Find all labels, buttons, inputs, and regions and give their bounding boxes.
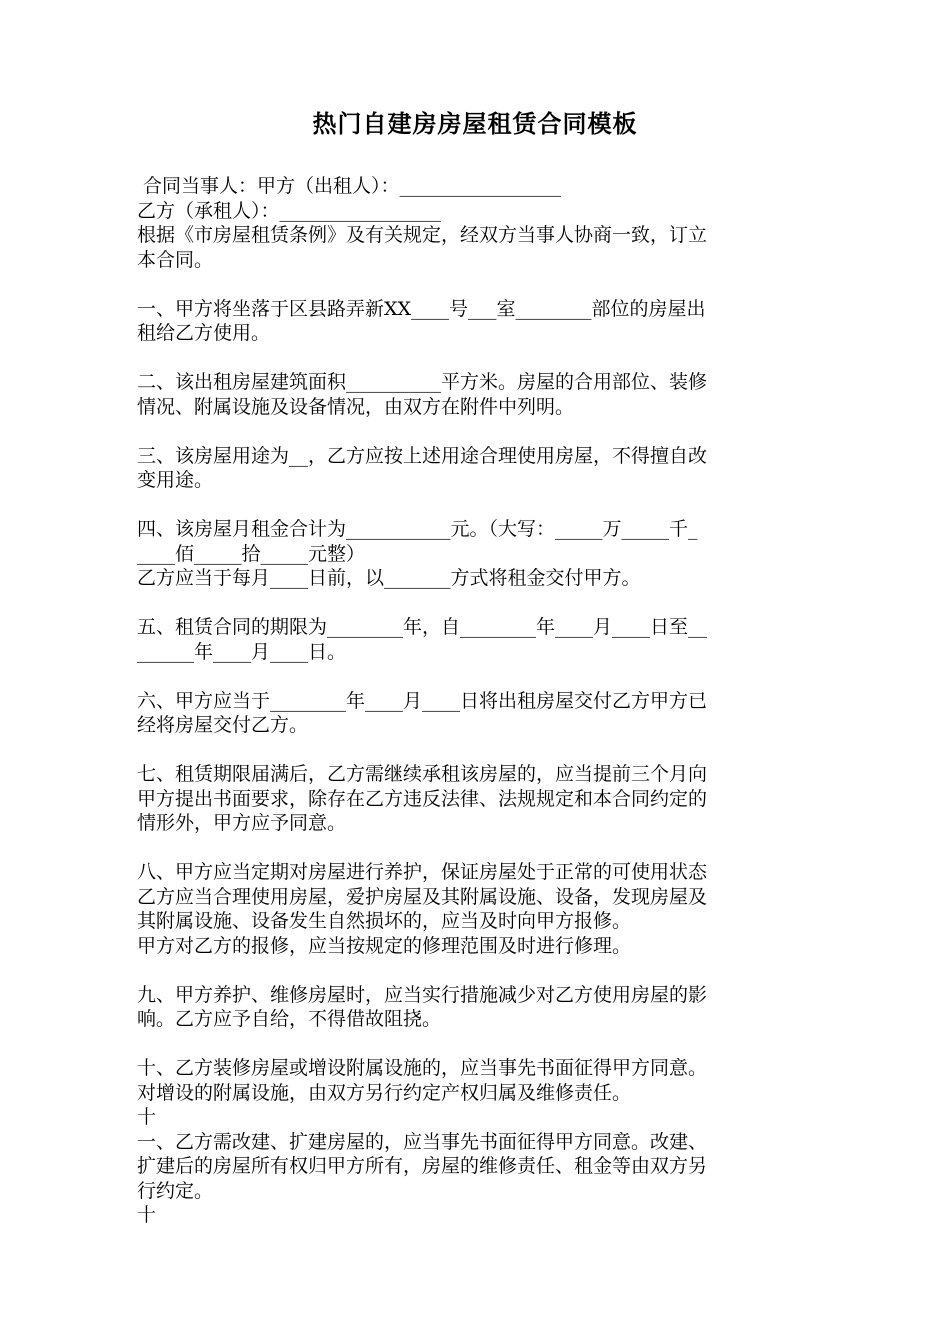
paragraph-line: 七、租赁期限届满后，乙方需继续承租该房屋的，应当提前三个月向: [137, 763, 708, 785]
blank-line: [137, 591, 817, 616]
paragraph-line: 五、租赁合同的期限为________年，自________年____月____日至__: [137, 616, 708, 638]
paragraph-line: 乙方应当于每月____日前，以_______方式将租金交付甲方。: [137, 567, 641, 589]
blank-line: [137, 493, 817, 518]
paragraph-line: 九、甲方养护、维修房屋时，应当实行措施减少对乙方使用房屋的影: [137, 983, 708, 1006]
blank-line: [137, 836, 817, 861]
blank-line: [137, 272, 817, 297]
blank-line: [137, 1032, 817, 1057]
paragraph-line: 乙方（承租人）：_________________: [137, 199, 442, 222]
paragraph-line: 对增设的附属设施，由双方另行约定产权归属及维修责任。: [137, 1081, 632, 1104]
paragraph-line: 四、该房屋月租金合计为___________元。（大写：_____万_____千_: [137, 518, 698, 540]
blank-line: [137, 419, 817, 444]
paragraph-line: 变用途。: [137, 469, 214, 491]
paragraph-line: 六、甲方应当于________年____月____日将出租房屋交付乙方甲方已: [137, 689, 708, 712]
paragraph-line: 八、甲方应当定期对房屋进行养护，保证房屋处于正常的可使用状态: [137, 861, 708, 883]
paragraph-line: 本合同。: [137, 248, 214, 271]
blank-line: [137, 346, 817, 371]
paragraph-line: 乙方应当合理使用房屋，爱护房屋及其附属设施、设备，发现房屋及: [137, 885, 708, 908]
paragraph-line: 甲方对乙方的报修，应当按规定的修理范围及时进行修理。: [137, 934, 632, 957]
blank-line: [137, 664, 817, 689]
document-body: [137, 174, 817, 1228]
paragraph-line: 十: [137, 1106, 157, 1128]
paragraph-line: 租给乙方使用。: [137, 322, 271, 344]
document-title: 热门自建房房屋租赁合同模板: [312, 109, 638, 138]
paragraph-line: 一、乙方需改建、扩建房屋的，应当事先书面征得甲方同意。改建、: [137, 1130, 708, 1153]
paragraph-line: 十、乙方装修房屋或增设附属设施的，应当事先书面征得甲方同意。: [137, 1057, 708, 1079]
blank-line: [137, 958, 817, 983]
paragraph-line: 响。乙方应予自给，不得借故阻挠。: [137, 1008, 442, 1030]
paragraph-line: ______年____月____日。: [137, 640, 347, 663]
paragraph-line: 十: [137, 1204, 157, 1226]
paragraph-line: 二、该出租房屋建筑面积__________平方米。房屋的合用部位、装修: [137, 371, 708, 393]
paragraph-line: 经将房屋交付乙方。: [137, 714, 309, 736]
paragraph-line: 行约定。: [137, 1179, 214, 1202]
paragraph-line: 甲方提出书面要求，除存在乙方违反法律、法规规定和本合同约定的: [137, 787, 708, 810]
paragraph-line: 扩建后的房屋所有权归甲方所有，房屋的维修责任、租金等由双方另: [137, 1155, 708, 1177]
paragraph-line: 其附属设施、设备发生自然损坏的，应当及时向甲方报修。: [137, 910, 632, 932]
paragraph-line: 一、甲方将坐落于区县路弄新XX____号___室________部位的房屋出: [137, 297, 706, 320]
paragraph-line: 情形外，甲方应予同意。: [137, 812, 347, 834]
blank-line: [137, 738, 817, 763]
paragraph-line: 根据《市房屋租赁条例》及有关规定，经双方当事人协商一致，订立: [137, 224, 708, 246]
paragraph-line: 合同当事人：甲方（出租人）：_________________: [137, 175, 562, 197]
paragraph-line: 三、该房屋用途为__，乙方应按上述用途合理使用房屋，不得擅自改: [137, 444, 708, 467]
paragraph-line: 情况、附属设施及设备情况，由双方在附件中列明。: [137, 395, 575, 418]
paragraph-line: ____佰_____拾_____元整）: [137, 542, 366, 565]
